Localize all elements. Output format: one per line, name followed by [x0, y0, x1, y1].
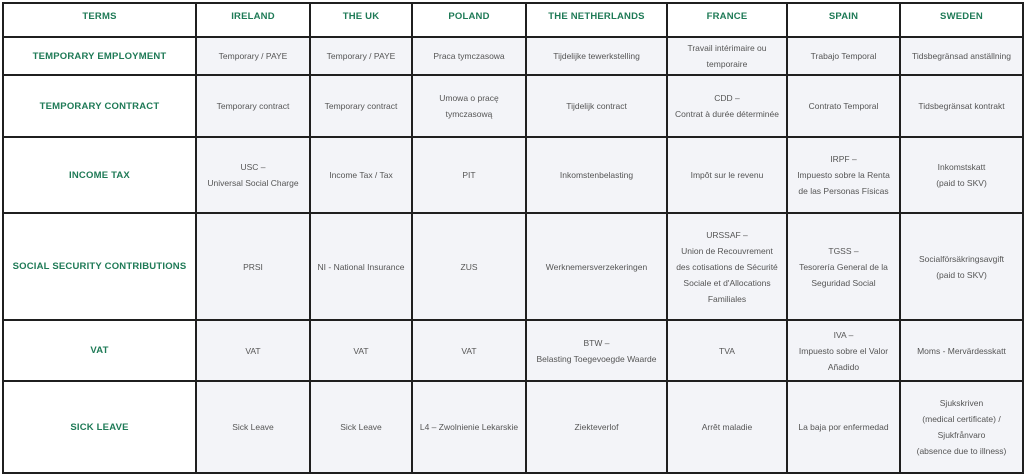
cell-spain [787, 75, 900, 137]
table-row [3, 75, 1023, 137]
cell-text-line: Impuesto sobre la Renta [797, 170, 890, 180]
term-label: TEMPORARY EMPLOYMENT [3, 37, 196, 75]
cell-text-line: Income Tax / Tax [329, 170, 393, 180]
cell-text-line: VAT [461, 345, 477, 356]
cell-france [667, 137, 787, 213]
cell-ireland [196, 381, 310, 473]
cell-uk [310, 213, 412, 320]
cell-text-line: USC – [240, 162, 266, 172]
terms-comparison-table [2, 2, 1024, 474]
cell-text-line: Ziekteverlof [574, 422, 619, 432]
cell-sweden [900, 320, 1023, 381]
cell-sweden [900, 37, 1023, 75]
cell-text-line: (paid to SKV) [936, 269, 987, 280]
cell-poland [412, 137, 526, 213]
cell-text-line: Werknemersverzekeringen [545, 261, 648, 272]
cell-uk [310, 137, 412, 213]
term-label: TEMPORARY CONTRACT [3, 75, 196, 137]
cell-text-line: Temporary contract [216, 101, 290, 111]
cell-text-line: VAT [353, 345, 369, 356]
cell-text-line: Arrêt maladie [701, 422, 753, 432]
cell-text-line: Tidsbegränsad anställning [912, 51, 1011, 61]
header-terms: TERMS [3, 3, 196, 37]
cell-text-line: La baja por enfermedad [798, 422, 889, 432]
cell-text-line: PIT [462, 170, 476, 180]
cell-text-line: Inkomstenbelasting [559, 170, 634, 180]
cell-text-line: Moms - Mervärdesskatt [917, 345, 1006, 356]
cell-text-line: VAT [245, 345, 261, 356]
cell-uk [310, 75, 412, 137]
cell-text-line: Sociale et d'Allocations [683, 277, 771, 288]
cell-netherlands [526, 37, 667, 75]
cell-france [667, 381, 787, 473]
cell-text-line: Union de Recouvrement [681, 245, 773, 256]
cell-text-line: NI - National Insurance [317, 261, 405, 272]
cell-text-line: Sjukskriven [939, 398, 984, 408]
cell-text-line: TVA [719, 345, 735, 356]
cell-text-line: (medical certificate) / [922, 414, 1001, 424]
cell-text-line: temporaire [706, 59, 748, 69]
term-label: SOCIAL SECURITY CONTRIBUTIONS [3, 213, 196, 320]
cell-spain [787, 137, 900, 213]
cell-text-line: Inkomstskatt [937, 162, 986, 172]
cell-text-line: PRSI [243, 261, 263, 272]
header-france: FRANCE [667, 3, 787, 37]
header-uk: THE UK [310, 3, 412, 37]
cell-text-line: IRPF – [830, 154, 857, 164]
cell-spain [787, 381, 900, 473]
table-row [3, 213, 1023, 320]
cell-uk [310, 320, 412, 381]
cell-text-line: ZUS [460, 261, 478, 272]
cell-poland [412, 75, 526, 137]
header-poland: POLAND [412, 3, 526, 37]
cell-text-line: TGSS – [828, 245, 859, 256]
cell-text-line: Temporary / PAYE [326, 51, 396, 61]
cell-sweden [900, 75, 1023, 137]
cell-text-line: Tidsbegränsat kontrakt [918, 101, 1005, 111]
cell-netherlands [526, 75, 667, 137]
term-label: VAT [3, 320, 196, 381]
cell-spain [787, 320, 900, 381]
cell-text-line: IVA – [833, 329, 854, 340]
cell-text-line: Socialförsäkringsavgift [918, 253, 1005, 264]
cell-spain [787, 213, 900, 320]
cell-text-line: Tijdelijke tewerkstelling [553, 51, 640, 61]
cell-text-line: CDD – [714, 93, 740, 103]
cell-text-line: BTW – [583, 337, 610, 348]
cell-netherlands [526, 381, 667, 473]
cell-text-line: de las Personas Físicas [798, 186, 889, 196]
cell-text-line: L4 – Zwolnienie Lekarskie [419, 422, 519, 432]
cell-france [667, 320, 787, 381]
cell-text-line: Temporary contract [324, 101, 398, 111]
cell-text-line: Sick Leave [340, 422, 382, 432]
cell-uk [310, 37, 412, 75]
cell-text-line: Trabajo Temporal [810, 51, 877, 61]
table-row [3, 137, 1023, 213]
cell-ireland [196, 137, 310, 213]
table-row [3, 381, 1023, 473]
cell-poland [412, 381, 526, 473]
cell-netherlands [526, 213, 667, 320]
cell-poland [412, 320, 526, 381]
cell-text-line: Seguridad Social [811, 277, 876, 288]
cell-text-line: Impôt sur le revenu [690, 170, 764, 180]
cell-netherlands [526, 320, 667, 381]
cell-france [667, 213, 787, 320]
cell-text-line: (absence due to illness) [916, 446, 1007, 456]
cell-text-line: URSSAF – [706, 229, 748, 240]
table-row [3, 320, 1023, 381]
cell-text-line: Sick Leave [232, 422, 274, 432]
cell-text-line: Familiales [707, 293, 747, 304]
cell-ireland [196, 75, 310, 137]
cell-spain [787, 37, 900, 75]
cell-sweden [900, 213, 1023, 320]
header-row [3, 3, 1023, 37]
header-sweden: SWEDEN [900, 3, 1023, 37]
cell-text-line: Temporary / PAYE [218, 51, 288, 61]
cell-text-line: Umowa o pracę [439, 93, 499, 103]
cell-text-line: Sjukfrånvaro [937, 430, 986, 440]
cell-uk [310, 381, 412, 473]
cell-sweden [900, 137, 1023, 213]
cell-text-line: des cotisations de Sécurité [676, 261, 778, 272]
cell-poland [412, 37, 526, 75]
cell-poland [412, 213, 526, 320]
cell-text-line: Tijdelijk contract [566, 101, 627, 111]
cell-sweden [900, 381, 1023, 473]
cell-text-line: (paid to SKV) [936, 178, 987, 188]
cell-ireland [196, 213, 310, 320]
cell-text-line: tymczasową [445, 109, 493, 119]
cell-text-line: Contrat à durée déterminée [675, 109, 779, 119]
cell-text-line: Praca tymczasowa [433, 51, 505, 61]
cell-france [667, 37, 787, 75]
term-label: INCOME TAX [3, 137, 196, 213]
cell-text-line: Impuesto sobre el Valor [798, 345, 889, 356]
cell-ireland [196, 37, 310, 75]
table-row [3, 37, 1023, 75]
cell-france [667, 75, 787, 137]
header-netherlands: THE NETHERLANDS [526, 3, 667, 37]
term-label: SICK LEAVE [3, 381, 196, 473]
cell-text-line: Tesorería General de la [799, 261, 888, 272]
header-spain: SPAIN [787, 3, 900, 37]
cell-ireland [196, 320, 310, 381]
cell-netherlands [526, 137, 667, 213]
cell-text-line: Contrato Temporal [808, 101, 879, 111]
cell-text-line: Añadido [827, 361, 860, 372]
cell-text-line: Belasting Toegevoegde Waarde [536, 353, 657, 364]
header-ireland: IRELAND [196, 3, 310, 37]
cell-text-line: Universal Social Charge [207, 178, 299, 188]
cell-text-line: Travail intérimaire ou [687, 43, 767, 53]
